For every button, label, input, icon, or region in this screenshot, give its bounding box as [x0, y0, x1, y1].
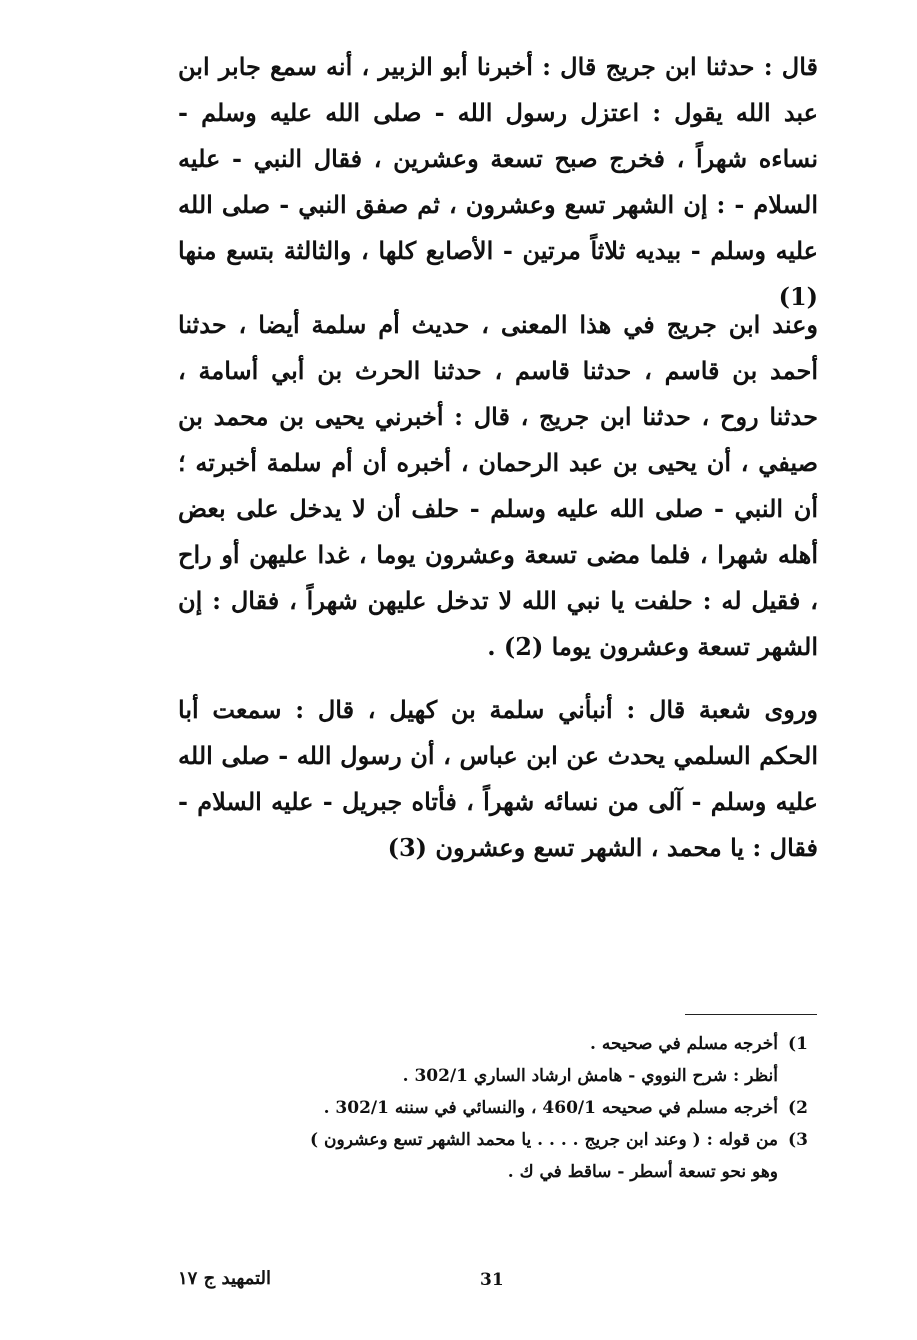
paragraph-2: وعند ابن جريج في هذا المعنى ، حديث أم سلمة أيضا ، حدثنا أحمد بن قاسم ، حدثنا قاسم ، حدثنا الحرث بن أبي أسامة ، حدثنا روح ، حدثنا ابن جريج ، قال : أخبرني يحيى بن محمد بن صيفي ، أن يحيى بن عبد الرحمان ، أخبره أن أم سلمة أخبرته ؛ أن النبي - صلى الله عليه وسلم - حلف أن لا يدخل على بعض أهله شهرا ، فلما مضى تسعة وعشرون يوما ، غدا عليهن أو راح ، فقيل له : حلفت يا نبي الله لا تدخل عليهن شهراً ، فقال : إن الشهر تسعة وعشرون يوما (2) .: [178, 310, 818, 661]
footnote-1-continuation: أنظر : شرح النووي - هامش ارشاد الساري 302/1 .: [402, 1066, 778, 1086]
footnote-text: أخرجه مسلم في صحيحه 460/1 ، والنسائي في سننه 302/1 .: [323, 1098, 778, 1118]
footnote-2: [178, 1092, 818, 1124]
footnote-3-continuation: وهو نحو تسعة أسطر - ساقط في ك .: [507, 1162, 778, 1182]
footnote-3: [178, 1124, 818, 1156]
running-footer-book: التمهيد ج ١٧: [178, 1268, 271, 1289]
footnote-text: من قوله : ( وعند ابن جريج . . . . يا محمد الشهر تسع وعشرون ): [310, 1130, 778, 1150]
footnote-number: 2): [788, 1098, 808, 1118]
paragraph-3: وروى شعبة قال : أنبأني سلمة بن كهيل ، قال : سمعت أبا الحكم السلمي يحدث عن ابن عباس ، أن رسول الله - صلى الله عليه وسلم - آلى من نسائه شهراً ، فأتاه جبريل - عليه السلام - فقال : يا محمد ، الشهر تسع وعشرون (3): [178, 695, 818, 862]
footnote-1: [178, 1028, 818, 1060]
footnote-divider: [685, 1014, 817, 1015]
footnotes: [178, 1028, 818, 1188]
footnote-number: 3): [788, 1130, 808, 1150]
page-number: 31: [480, 1270, 504, 1290]
paragraph-1: قال : حدثنا ابن جريج قال : أخبرنا أبو الزبير ، أنه سمع جابر ابن عبد الله يقول : اعتزل رسول الله - صلى الله عليه وسلم - نساءه شهراً ، فخرج صبح تسعة وعشرين ، فقال النبي - عليه السلام - : إن الشهر تسع وعشرون ، ثم صفق النبي - صلى الله عليه وسلم - بيديه ثلاثاً مرتين - الأصابع كلها ، والثالثة بتسع منها (1): [178, 52, 818, 311]
footnote-number: 1): [788, 1034, 808, 1054]
footnote-text: أخرجه مسلم في صحيحه .: [590, 1034, 778, 1054]
